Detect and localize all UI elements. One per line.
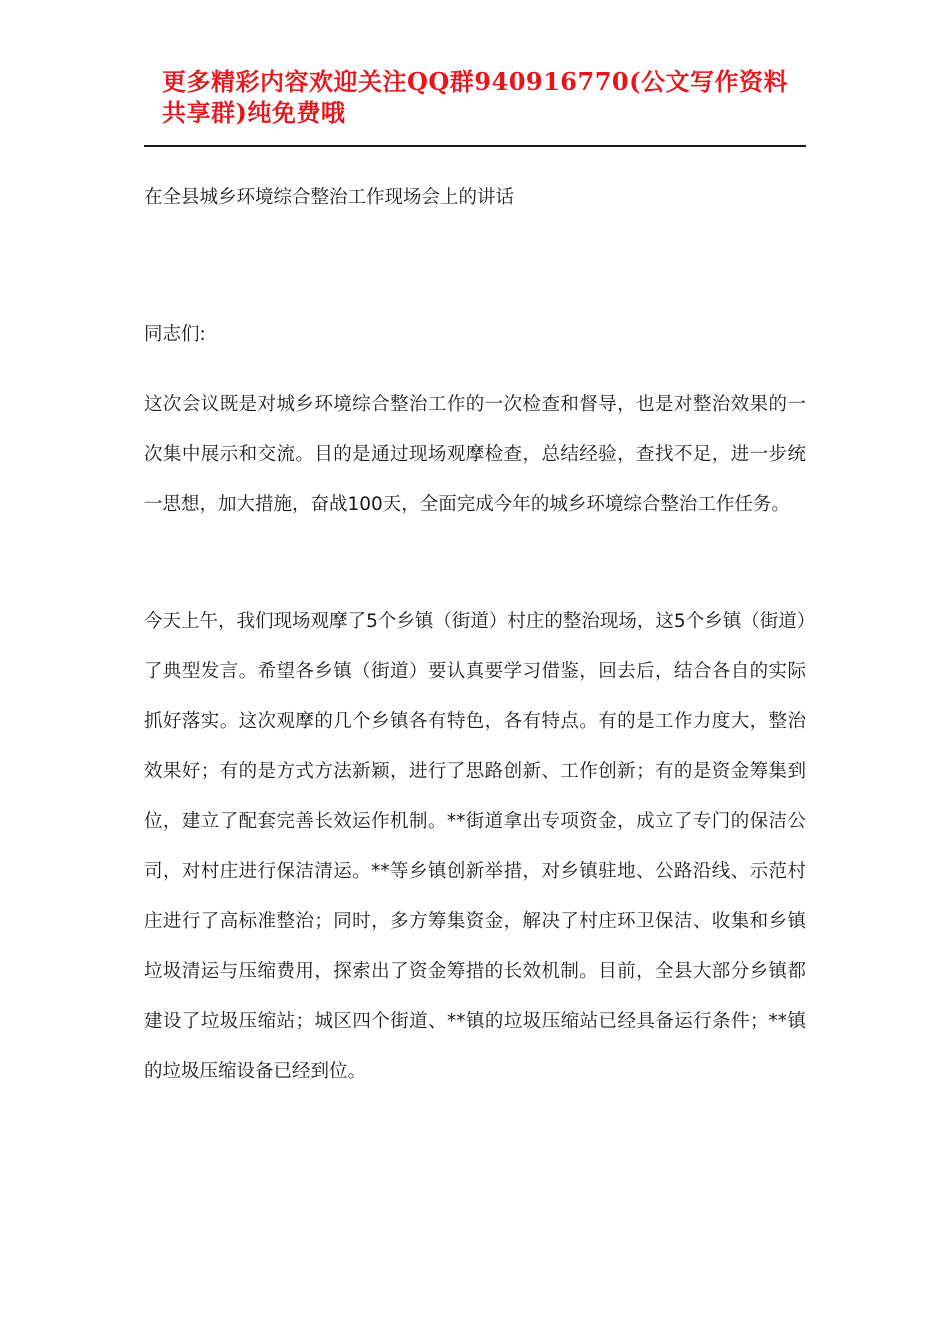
salutation: 同志们: xyxy=(144,324,206,345)
document-title: 在全县城乡环境综合整治工作现场会上的讲话 xyxy=(144,187,515,208)
paragraph: 这次会议既是对城乡环境综合整治工作的一次检查和督导，也是对整治效果的一次集中展示和交流。目的是通过现场观摩检查，总结经验，查找不足，进一步统一思想，加大措施，奋战100天，全面完成今年的城乡环境综合整治工作任务。 xyxy=(144,394,806,515)
promo-banner: 更多精彩内容欢迎关注QQ群940916770(公文写作资料共享群)纯免费哦 xyxy=(162,67,788,127)
paragraph: 今天上午，我们现场观摩了5个乡镇（街道）村庄的整治现场，这5个乡镇（街道）了典型发言。希望各乡镇（街道）要认真要学习借鉴，回去后，结合各自的实际抓好落实。这次观摩的几个乡镇各有特色，各有特点。有的是工作力度大，整治效果好；有的是方式方法新颖，进行了思路创新、工作创新；有的是资金筹集到位，建立了配套完善长效运作机制。**街道拿出专项资金，成立了专门的保洁公司，对村庄进行保洁清运。**等乡镇创新举措，对乡镇驻地、公路沿线、示范村庄进行了高标准整治；同时，多方筹集资金，解决了村庄环卫保洁、收集和乡镇垃圾清运与压缩费用，探索出了资金筹措的长效机制。目前，全县大部分乡镇都建设了垃圾压缩站；城区四个街道、**镇的垃圾压缩站已经具备运行条件；**镇的垃圾压缩设备已经到位。 xyxy=(144,611,806,1082)
header-divider xyxy=(144,145,806,147)
